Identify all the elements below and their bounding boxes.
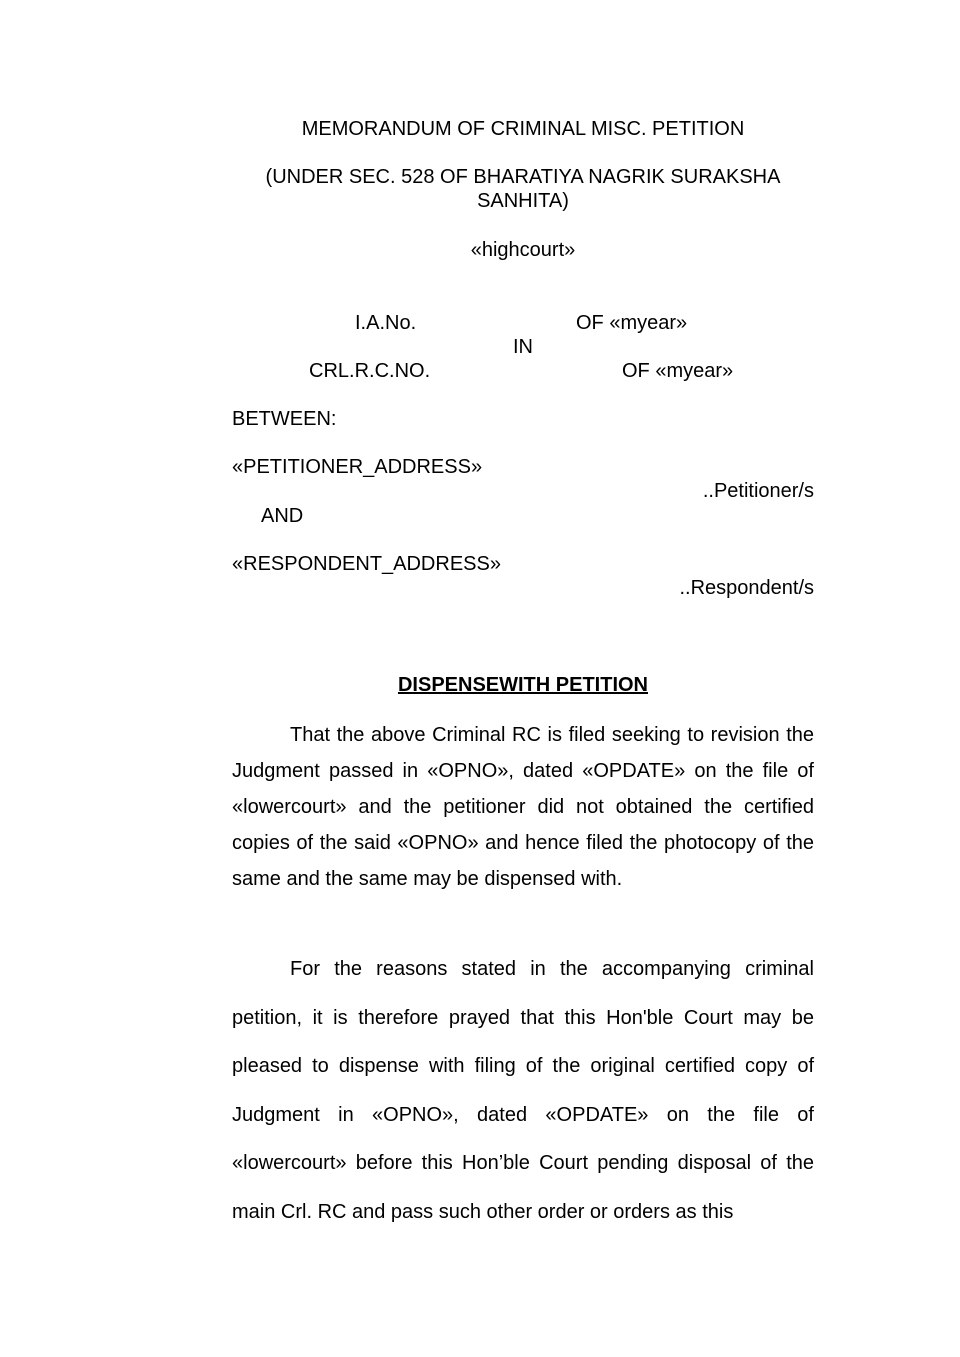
crl-rc-number-label: CRL.R.C.NO. [309,360,431,382]
and-label: AND [261,505,304,527]
respondent-address: «RESPONDENT_ADDRESS» [232,553,501,575]
document-subtitle: (UNDER SEC. 528 OF BHARATIYA NAGRIK SURAKSHA SANHITA) [265,166,781,212]
court-name: «highcourt» [470,239,576,261]
petitioner-address: «PETITIONER_ADDRESS» [232,456,483,478]
ia-number-label: I.A.No. [355,312,417,334]
ia-year: OF «myear» [576,312,688,334]
respondent-role: ..Respondent/s [679,577,814,599]
document-title: MEMORANDUM OF CRIMINAL MISC. PETITION [301,118,745,140]
paragraph-dispense-reason: That the above Criminal RC is filed seeking to revision the Judgment passed in «OPNO», dated «OPDATE» on the file of «lowercourt» and the petitioner did not obtained the certified copies of the said «OPNO» and hence filed the photocopy of the same and the same may be dispensed with. [232,724,814,890]
section-heading: DISPENSEWITH PETITION [397,674,649,696]
petitioner-role: ..Petitioner/s [702,480,814,502]
between-label: BETWEEN: [232,408,337,430]
in-label: IN [513,336,533,358]
paragraph-prayer: For the reasons stated in the accompanying criminal petition, it is therefore prayed that this Hon'ble Court may be pleased to dispense with filing of the original certified copy of Judgment in «OPNO», dated «OPDATE» on the file of «lowercourt» before this Hon’ble Court pending disposal of the main Crl. RC and pass such other order or orders as this [232,958,814,1223]
crl-rc-year: OF «myear» [622,360,734,382]
